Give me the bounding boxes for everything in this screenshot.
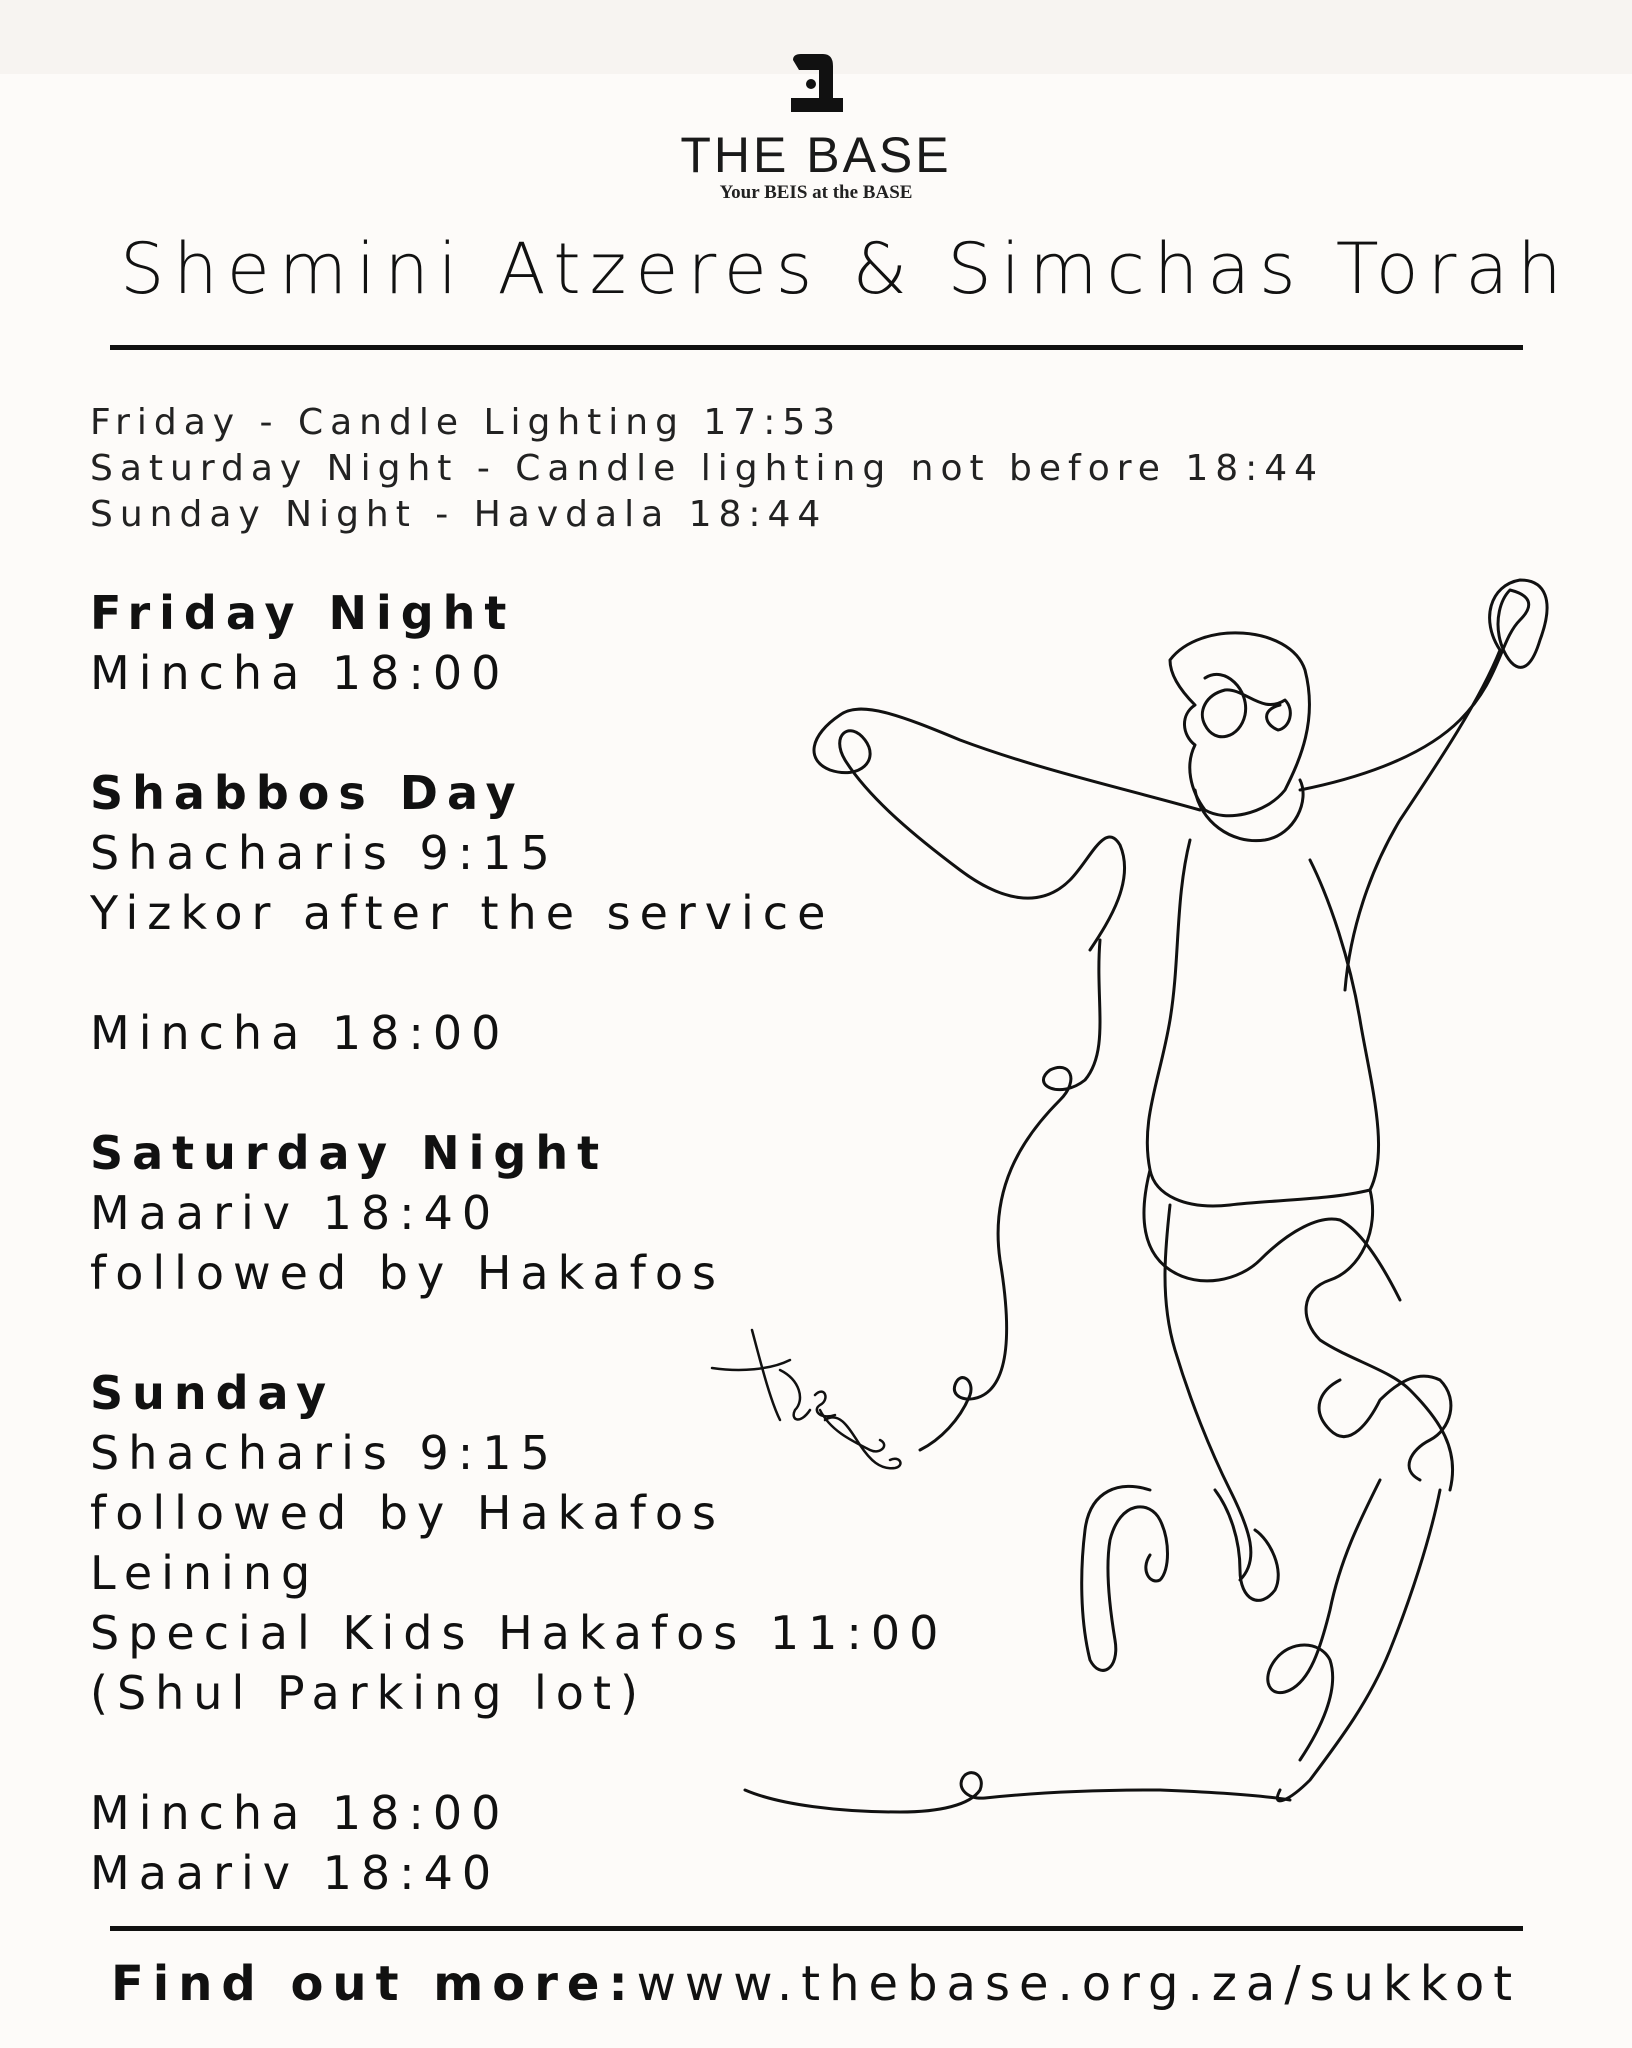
- section-heading: Saturday Night: [90, 1126, 609, 1180]
- schedule-item: Yizkor after the service: [90, 886, 835, 940]
- schedule-item: Mincha 18:00: [90, 1006, 510, 1060]
- section-heading: Friday Night: [90, 586, 516, 640]
- footer-label: Find out more:: [110, 1956, 637, 2012]
- schedule-item: Mincha 18:00: [90, 1786, 510, 1840]
- candle-lighting-saturday: Saturday Night - Candle lighting not before 18:44: [90, 448, 1325, 489]
- schedule-item: Maariv 18:40: [90, 1186, 501, 1240]
- schedule-item: Maariv 18:40: [90, 1846, 501, 1900]
- brand-tagline: Your BEIS at the BASE: [719, 182, 913, 203]
- schedule-item: Mincha 18:00: [90, 646, 510, 700]
- schedule-item: Shacharis 9:15: [90, 826, 559, 880]
- schedule-item: followed by Hakafos: [90, 1246, 725, 1300]
- schedule-item: Special Kids Hakafos 11:00: [90, 1606, 948, 1660]
- bottom-divider: [110, 1926, 1523, 1931]
- section-heading: Shabbos Day: [90, 766, 525, 820]
- footer-link[interactable]: www.thebase.org.za/sukkot: [636, 1956, 1522, 2012]
- candle-lighting-friday: Friday - Candle Lighting 17:53: [90, 402, 843, 443]
- havdala-sunday: Sunday Night - Havdala 18:44: [90, 494, 828, 535]
- schedule-item: (Shul Parking lot): [90, 1666, 647, 1720]
- footer: [0, 1956, 1632, 2012]
- schedule-item: Shacharis 9:15: [90, 1426, 559, 1480]
- schedule-item: Leining: [90, 1546, 320, 1600]
- section-heading: Sunday: [90, 1366, 336, 1420]
- page-title: Shemini Atzeres & Simchas Torah: [120, 228, 1571, 310]
- brand-name: THE BASE: [680, 127, 952, 183]
- schedule-item: followed by Hakafos: [90, 1486, 725, 1540]
